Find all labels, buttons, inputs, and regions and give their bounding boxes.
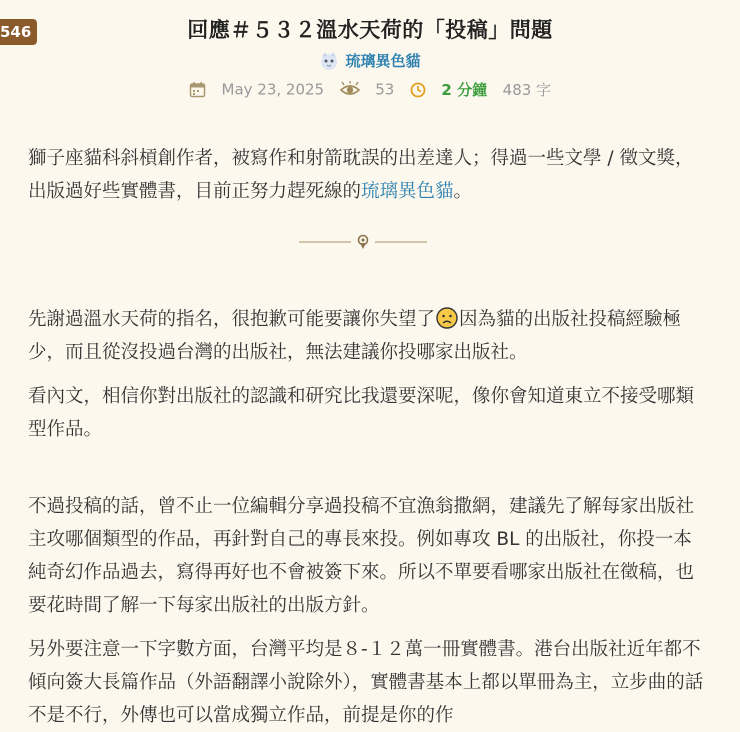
sad-face-emoji-icon xyxy=(436,307,458,329)
view-count: 53 xyxy=(375,80,395,99)
calendar-icon xyxy=(189,81,206,98)
section-divider xyxy=(299,232,427,252)
paragraph-4: 另外要注意一下字數方面，台灣平均是８-１２萬一冊實體書。港台出版社近年都不傾向簽大長篇作品（外語翻譯小說除外），實體書基本上都以單冊為主，立步曲的話不是不行，外傳也可以當成獨立作品，前提是你的作 xyxy=(28,639,704,726)
pin-icon xyxy=(359,236,368,250)
paragraph-1-end: 因為貓的出版社投稿經驗極少，而且從沒投過台灣的出版社，無法建議你投哪家出版社。 xyxy=(28,309,682,363)
paragraph-2: 看內文，相信你對出版社的認識和研究比我還要深呢，像你會知道東立不接受哪類型作品。 xyxy=(28,386,695,440)
views-icon xyxy=(340,81,360,98)
intro-end: 。 xyxy=(453,181,473,202)
post-meta xyxy=(0,79,740,100)
paragraph-1 xyxy=(28,303,708,369)
paragraph-3: 不過投稿的話，曾不止一位編輯分享過投稿不宜漁翁撒網，建議先了解每家出版社主攻哪個類型的作品，再針對自己的專長來投。例如專攻 BL 的出版社，你投一本純奇幻作品過去，寫得再好也不會被簽下來。所以不單要看哪家出版社在徵稿，也要花時間了解一下每家出版社的出版方針。 xyxy=(28,496,695,616)
author-name: 琉璃異色貓 xyxy=(345,52,421,70)
page-title: 回應＃５３２溫水天荷的「投稿」問題 xyxy=(187,18,553,42)
clock-icon xyxy=(410,82,426,98)
intro-text: 獅子座貓科斜槓創作者，被寫作和射箭耽誤的出差達人；得過一些文學 / 徵文獎，出版過好些實體書，目前正努力趕死線的 xyxy=(28,148,694,202)
post-number-badge: 546 xyxy=(0,19,37,45)
author-intro xyxy=(28,142,708,208)
post-content xyxy=(28,142,708,732)
paragraph-1-start: 先謝過溫水天荷的指名，很抱歉可能要讓你失望了 xyxy=(28,309,436,330)
author-avatar-icon xyxy=(319,51,339,71)
intro-author-link[interactable]: 琉璃異色貓 xyxy=(361,181,454,202)
author-link[interactable] xyxy=(0,50,740,71)
word-count: 483 字 xyxy=(502,81,552,99)
read-time: 2 分鐘 xyxy=(441,81,488,99)
post-date: May 23, 2025 xyxy=(221,80,325,99)
